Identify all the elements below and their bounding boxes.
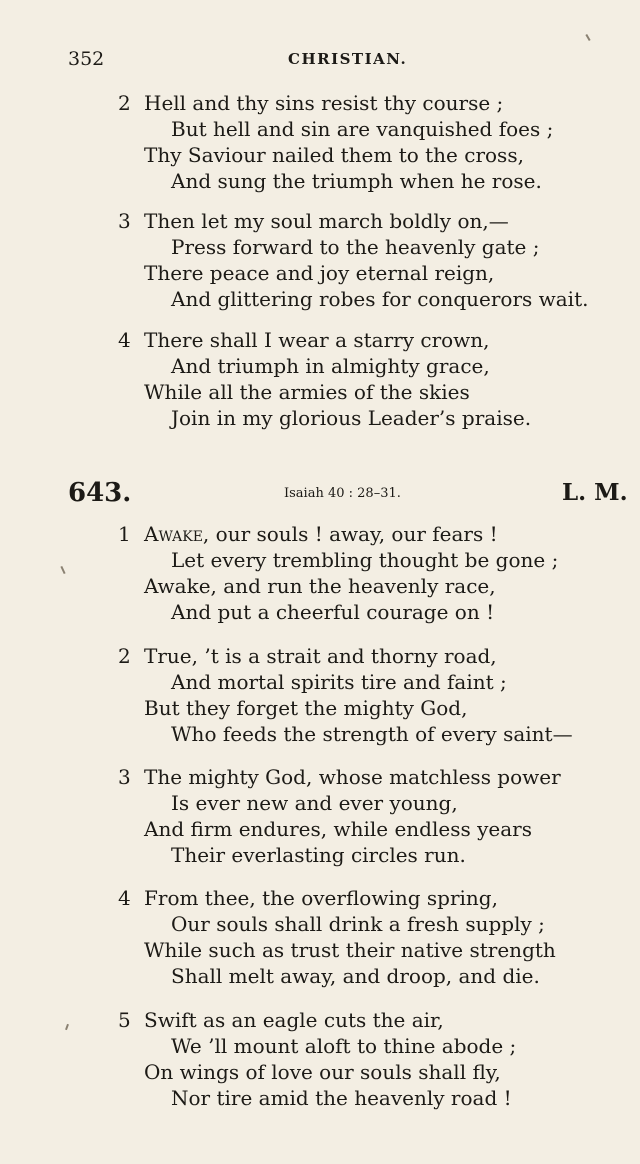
stanza-number: 4 — [118, 886, 131, 910]
page-number: 352 — [68, 48, 105, 70]
verse-line: And sung the triumph when he rose. — [171, 169, 542, 193]
verse-line: We ’ll mount aloft to thine abode ; — [171, 1034, 517, 1058]
verse-line: Awake, and run the heavenly race, — [144, 574, 496, 598]
first-line-rest: our souls ! away, our fears ! — [209, 522, 498, 546]
verse-line: On wings of love our souls shall fly, — [144, 1060, 501, 1084]
verse-line: And mortal spirits tire and faint ; — [171, 670, 507, 694]
opening-word: Awake, — [144, 522, 210, 546]
verse-line: Shall melt away, and droop, and die. — [171, 964, 540, 988]
verse-line: True, ’t is a strait and thorny road, — [144, 644, 497, 668]
stanza-number: 5 — [118, 1008, 131, 1032]
verse-line: Our souls shall drink a fresh supply ; — [171, 912, 545, 936]
verse-line: And put a cheerful courage on ! — [171, 600, 495, 624]
verse-line: Thy Saviour nailed them to the cross, — [144, 143, 524, 167]
hymn-meter: L. M. — [562, 479, 628, 506]
verse-line: Nor tire amid the heavenly road ! — [171, 1086, 512, 1110]
verse-line: But hell and sin are vanquished foes ; — [171, 117, 554, 141]
verse-line: And triumph in almighty grace, — [171, 354, 490, 378]
verse-line: There shall I wear a starry crown, — [144, 328, 490, 352]
page-speck — [65, 1024, 69, 1030]
stanza-number: 2 — [118, 91, 131, 115]
verse-line: And glittering robes for conquerors wait. — [171, 287, 589, 311]
stanza-number: 3 — [118, 209, 131, 233]
verse-line: Who feeds the strength of every saint— — [171, 722, 573, 746]
verse-line: Their everlasting circles run. — [171, 843, 466, 867]
verse-line: From thee, the overflowing spring, — [144, 886, 498, 910]
verse-line — [144, 521, 498, 547]
verse-line: There peace and joy eternal reign, — [144, 261, 495, 285]
stanza-number: 1 — [118, 522, 131, 546]
running-title: CHRISTIAN. — [288, 50, 408, 68]
verse-line: While all the armies of the skies — [144, 380, 470, 404]
verse-line: But they forget the mighty God, — [144, 696, 468, 720]
scripture-reference: Isaiah 40 : 28–31. — [284, 486, 401, 501]
verse-line: Swift as an eagle cuts the air, — [144, 1008, 444, 1032]
verse-line: Hell and thy sins resist thy course ; — [144, 91, 504, 115]
verse-line: The mighty God, whose matchless power — [144, 765, 561, 789]
running-head — [0, 48, 640, 72]
verse-line: Join in my glorious Leader’s praise. — [171, 406, 532, 430]
page-speck — [60, 566, 65, 574]
verse-line: Let every trembling thought be gone ; — [171, 548, 559, 572]
verse-line: And firm endures, while endless years — [144, 817, 532, 841]
hymn-heading — [0, 478, 640, 512]
stanza-number: 3 — [118, 765, 131, 789]
page-speck — [585, 34, 590, 41]
verse-line: Press forward to the heavenly gate ; — [171, 235, 540, 259]
stanza-number: 4 — [118, 328, 131, 352]
verse-line: Is ever new and ever young, — [171, 791, 458, 815]
verse-line: Then let my soul march boldly on,— — [144, 209, 509, 233]
stanza-number: 2 — [118, 644, 131, 668]
hymn-number: 643. — [68, 478, 132, 508]
verse-line: While such as trust their native strength — [144, 938, 556, 962]
